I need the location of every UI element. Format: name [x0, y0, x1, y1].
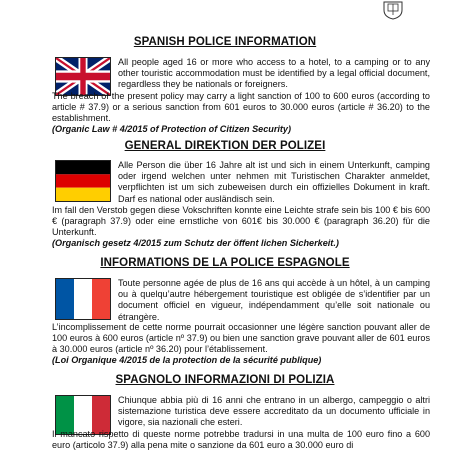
- section-law-english: (Organic Law # 4/2015 of Protection of Citizen Security): [52, 124, 292, 134]
- germany-flag-icon: [55, 160, 111, 202]
- section-title-french: INFORMATIONS DE LA POLICE ESPAGNOLE: [100, 257, 350, 269]
- france-flag-icon: [55, 278, 111, 320]
- section-law-french: (Loi Organique 4/2015 de la protection de la sécurité publique): [52, 355, 322, 365]
- coat-of-arms-icon: [380, 0, 406, 20]
- section-law-german: (Organisch gesetz 4/2015 zum Schutz der öffent lichen Sicherkeit.): [52, 238, 339, 248]
- section-sanction-italian: Il mancato rispetto di queste norme potrebbe tradursi in una multa de 100 euro fino a 600 euro (articolo 37.9) alla pena mite o sanzione da 601 euro a 30.000 euro di: [52, 429, 430, 451]
- section-title-german: GENERAL DIREKTION DER POLIZEI: [124, 140, 326, 152]
- section-sanction-german: Im fall den Verstob gegen diese Vokschriften konnte eine Leichte strafe sein bis 100 € bis 600 € (paragraph 37.9) oder eine ernstliche von 601€ bis 30.000 € (paragraph 36.20) für die Unterkunft.: [52, 205, 430, 238]
- section-title-italian: SPAGNOLO INFORMAZIONI DI POLIZIA: [115, 374, 335, 386]
- section-body-german: Alle Person die über 16 Jahre alt ist und sich in einem Unterkunft, camping oder irgend welchen unter nehmen mit Turistischen Charakter anmeldet, verpflichten ist um sich zubeweisen durch ein offizielles Dokument in kraft. Darf es national oder ausländisch sein.: [118, 160, 430, 204]
- section-body-english: All people aged 16 or more who access to a hotel, to a camping or to any other touristic accommodation must be identified by a legal official document, regardless they be nationals or foreigners.: [118, 57, 430, 90]
- section-body-italian: Chiunque abbia più di 16 anni che entrano in un albergo, campeggio o altri sistemazione turistica deve essere accreditato da un documento ufficiale in vigore, sia nazionali che esteri.: [118, 395, 430, 428]
- section-sanction-french: L’incomplissement de cette norme pourrait occasionner une légère sanction pouvant aller de 100 euros à 600 euros (article nº 37.9) ou bien une sanction grave pouvant aller de 601 euros à 30.000 euros (article nº 36.20) pour l’établissement.: [52, 322, 430, 355]
- section-body-french: Toute personne agée de plus de 16 ans qui accède à un hôtel, à un camping ou à quelqu’autre hébergement touristique est obligée de s’identifier par un document officiel en vigueur, indépendamment qu’elle soit nationale ou étrangère.: [118, 278, 430, 322]
- section-title-english: SPANISH POLICE INFORMATION: [133, 36, 317, 48]
- section-sanction-english: The breach of the present policy may carry a light sanction of 100 to 600 euros (according to article # 37.9) or a serious sanction from 601 euros to 30.000 euros (article # 36.20) to the establishment.: [52, 91, 430, 124]
